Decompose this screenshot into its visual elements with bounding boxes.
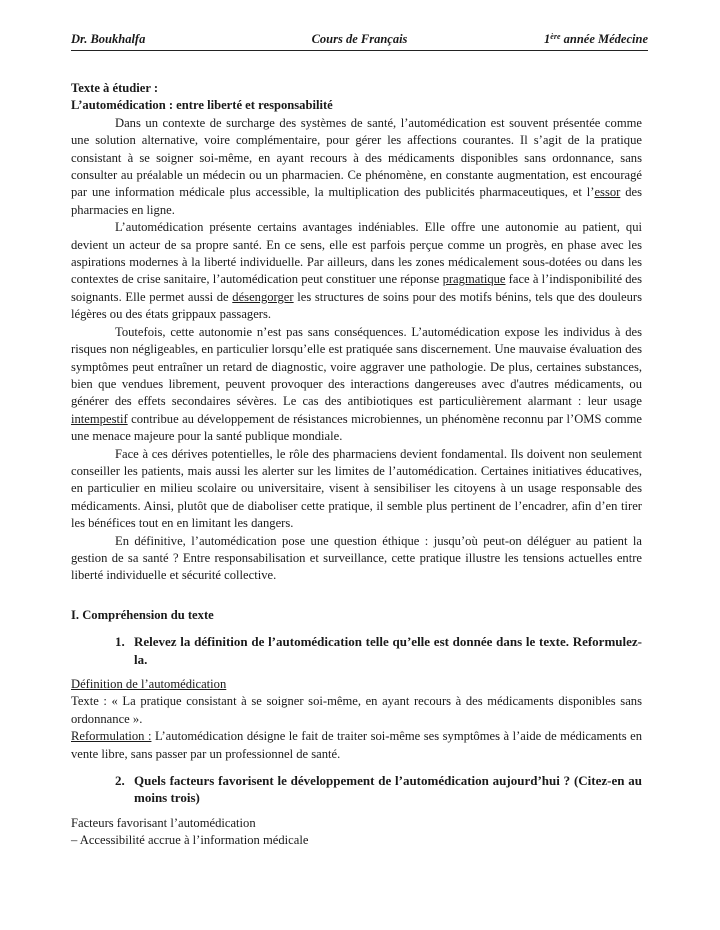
- underlined-word: essor: [594, 185, 621, 200]
- paragraph-4: Face à ces dérives potentielles, le rôle des pharmaciens devient fondamental. Ils doivent non seulement conseiller les patients, mais aussi les alerter sur les limites de l’automédication. Certaines initiatives éducatives, en particulier en milieu scolaire ou universitaire, visent à sensibiliser les citoyens à un usage responsable des médicaments. Ainsi, plutôt que de diaboliser cette pratique, il semble plus pertinent de l’encadrer, afin d’en tirer les bénéfices tout en en limitant les dangers.: [71, 446, 642, 531]
- question-text: Relevez la définition de l’automédication telle qu’elle est donnée dans le texte. Reformulez-la.: [134, 634, 642, 667]
- text-title: L’automédication : entre liberté et responsabilité: [71, 98, 333, 113]
- underlined-word: intempestif: [71, 411, 128, 426]
- paragraph-3: Toutefois, cette autonomie n’est pas sans conséquences. L’automédication expose les individus à des risques non négligeables, en particulier lorsqu’elle est pratiquée sans discernement. Une mauvaise évaluation des symptômes peut entraîner un retard de diagnostic, voire aggraver une pathologie. De plus, certaines substances, bien que vendues librement, peuvent provoquer des interactions dangereuses avec d'autres médicaments, ou générer des effets secondaires sévères. Le cas des antibiotiques est particulièrement alarmant : leur usage intempestif contribue au développement de résistances microbiennes, un phénomène reconnu par l’OMS comme une menace majeure pour la santé publique mondiale.: [71, 324, 642, 444]
- paragraph-1: Dans un contexte de surcharge des systèmes de santé, l’automédication est souvent présentée comme une solution alternative, voire complémentaire, pour gérer les affections courantes. Il s’agit de la pratique consistant à se soigner soi-même, en ayant recours à des médicaments disponibles sans ordonnance, sans consulter au préalable un médecin ou un pharmacien. Ce phénomène, en constante augmentation, est encouragé par une information médicale plus accessible, la multiplication des publicités pharmaceutiques, et l’essor des pharmacies en ligne.: [71, 115, 643, 217]
- question-number: 2.: [115, 773, 125, 789]
- answer-1-reformulation: Reformulation : L’automédication désigne le fait de traiter soi-même ses symptômes à l’aide de médicaments en vente libre, sans passer par un professionnel de santé.: [71, 729, 642, 761]
- question-text: Quels facteurs favorisent le développement de l’automédication aujourd’hui ? (Citez-en au moins trois): [134, 773, 642, 806]
- question-2: [115, 772, 642, 807]
- question-1: [115, 633, 642, 668]
- answer-2-label: Facteurs favorisant l’automédication: [71, 815, 256, 830]
- paragraph-2: L’automédication présente certains avantages indéniables. Elle offre une autonomie au patient, qui devient un acteur de sa propre santé. En ce sens, elle est parfois perçue comme un progrès, en phase avec les aspirations modernes à la liberté individuelle. Par ailleurs, dans les zones médicalement sous-dotées ou dans les contextes de crise sanitaire, l’automédication peut constituer une réponse pragmatique face à l’indisponibilité des soignants. Elle permet aussi de désengorger les structures de soins pour des motifs bénins, tels que des douleurs légères ou des états grippaux passagers.: [71, 220, 642, 322]
- reformulation-label: Reformulation :: [71, 729, 152, 744]
- page-header: [71, 30, 648, 51]
- underlined-word: pragmatique: [442, 272, 506, 287]
- text-heading: Texte à étudier :: [71, 81, 159, 95]
- page-content: [71, 80, 642, 850]
- paragraph-5: En définitive, l’automédication pose une question éthique : jusqu’où peut-on déléguer au patient la gestion de sa santé ? Entre responsabilisation et surveillance, cette pratique illustre les tensions actuelles entre liberté individuelle et sécurité collective.: [71, 533, 642, 583]
- header-course: Cours de Français: [311, 32, 408, 46]
- answer-1-quote: Texte : « La pratique consistant à se soigner soi-même, en ayant recours à des médicaments disponibles sans ordonnance ».: [71, 694, 642, 726]
- header-author: Dr. Boukhalfa: [71, 32, 146, 46]
- underlined-word: désengorger: [232, 289, 294, 304]
- answer-1-label: Définition de l’automédication: [71, 677, 227, 691]
- section-title: I. Compréhension du texte: [71, 607, 214, 622]
- header-level: 1ère année Médecine: [544, 32, 648, 46]
- question-number: 1.: [115, 634, 125, 650]
- answer-2-item: – Accessibilité accrue à l’information médicale: [71, 833, 309, 848]
